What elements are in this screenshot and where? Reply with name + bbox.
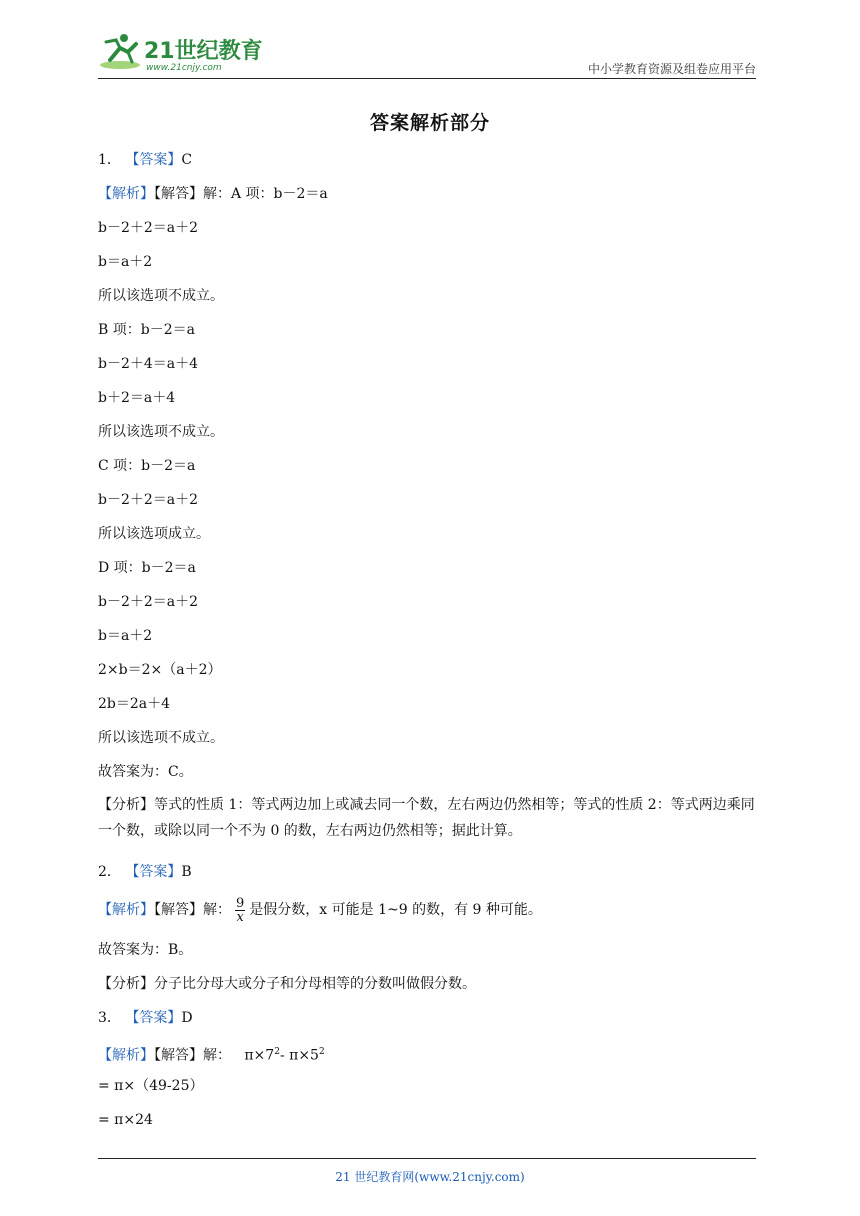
- page-title: 答案解析部分: [369, 112, 490, 134]
- q1-step: b－2＋2＝a＋2: [98, 492, 199, 508]
- analysis-tag: 【解析】: [98, 902, 154, 918]
- q3-step: = π×（49-25）: [98, 1078, 204, 1094]
- q3-expr-b: - π×5: [279, 1047, 319, 1064]
- q3-solution-pre: 解：: [203, 1047, 231, 1064]
- q3-exponent-b: 2: [318, 1047, 325, 1057]
- fraction-numerator: 9: [236, 895, 245, 911]
- q1-solution-intro: 解：A 项：b－2＝a: [203, 186, 328, 202]
- q2-comment: [98, 974, 476, 994]
- solution-tag: 【解答】: [154, 1047, 203, 1064]
- footer-link[interactable]: 21 世纪教育网(www.21cnjy.com): [335, 1170, 525, 1184]
- footer-rule: [98, 1158, 756, 1159]
- q1-step: b－2＋2＝a＋2: [98, 594, 199, 610]
- solution-tag: 【解答】: [154, 902, 203, 918]
- q1-step: B 项：b－2＝a: [98, 322, 195, 338]
- q1-step: b－2＋2＝a＋2: [98, 220, 199, 236]
- q3-number: 3．: [98, 1010, 121, 1026]
- q3-answer-line: [98, 1008, 193, 1028]
- site-logo: [98, 32, 268, 74]
- q1-answer: C: [181, 152, 193, 168]
- answer-tag: 【答案】: [125, 1010, 182, 1026]
- fraction-denominator: x: [236, 909, 244, 925]
- answer-tag: 【答案】: [125, 152, 182, 168]
- answer-tag: 【答案】: [125, 864, 182, 880]
- q2-solution-post: 是假分数，x 可能是 1~9 的数，有 9 种可能。: [249, 902, 542, 918]
- q2-answer-line: [98, 862, 192, 882]
- comment-tag: 【分析】: [98, 976, 154, 992]
- q2-answer: B: [181, 864, 192, 880]
- q2-number: 2．: [98, 864, 121, 880]
- q1-step: 所以该选项不成立。: [98, 424, 224, 440]
- analysis-tag: 【解析】: [98, 1047, 154, 1064]
- q2-solution-line: [98, 896, 542, 924]
- q2-comment-text: 分子比分母大或分子和分母相等的分数叫做假分数。: [154, 976, 476, 992]
- q1-number: 1．: [98, 152, 121, 168]
- solution-tag: 【解答】: [154, 186, 203, 202]
- q3-answer: D: [181, 1010, 193, 1026]
- platform-name: 中小学教育资源及组卷应用平台: [587, 62, 756, 76]
- q3-step: = π×24: [98, 1112, 153, 1128]
- comment-tag: 【分析】: [98, 797, 154, 813]
- q1-step: 2×b＝2×（a＋2）: [98, 662, 222, 678]
- q1-comment-text: 等式的性质 1：等式两边加上或减去同一个数，左右两边仍然相等；等式的性质 2：等式两边乘同一个数，或除以同一个不为 0 的数，左右两边仍然相等；据此计算。: [98, 797, 755, 839]
- q1-step: 所以该选项成立。: [98, 526, 210, 542]
- q2-solution-pre: 解：: [203, 902, 231, 918]
- header-rule: [98, 78, 756, 79]
- page-header: [98, 30, 756, 78]
- q1-step: D 项：b－2＝a: [98, 560, 196, 576]
- q2-conclusion: 故答案为：B。: [98, 942, 193, 958]
- q1-solution-line: [98, 184, 328, 204]
- q3-solution-line: [98, 1042, 325, 1066]
- q1-step: 所以该选项不成立。: [98, 730, 224, 746]
- q1-step: 所以该选项不成立。: [98, 288, 224, 304]
- q3-expr-a: π×7: [244, 1047, 275, 1064]
- q1-answer-line: [98, 150, 192, 170]
- q1-step: b＝a＋2: [98, 254, 153, 270]
- q1-conclusion: 故答案为：C。: [98, 764, 193, 780]
- fraction-9-over-x: [235, 897, 245, 924]
- q3-exponent-a: 2: [274, 1047, 280, 1057]
- q1-step: b＝a＋2: [98, 628, 153, 644]
- logo-url: www.21cnjy.com: [146, 63, 222, 73]
- q1-step: b－2＋4＝a＋4: [98, 356, 199, 372]
- analysis-tag: 【解析】: [98, 186, 154, 202]
- logo-text: 21世纪教育: [144, 39, 263, 64]
- q1-step: b＋2＝a＋4: [98, 390, 176, 406]
- q1-comment: [98, 792, 758, 844]
- q1-step: C 项：b－2＝a: [98, 458, 196, 474]
- q1-step: 2b＝2a＋4: [98, 696, 171, 712]
